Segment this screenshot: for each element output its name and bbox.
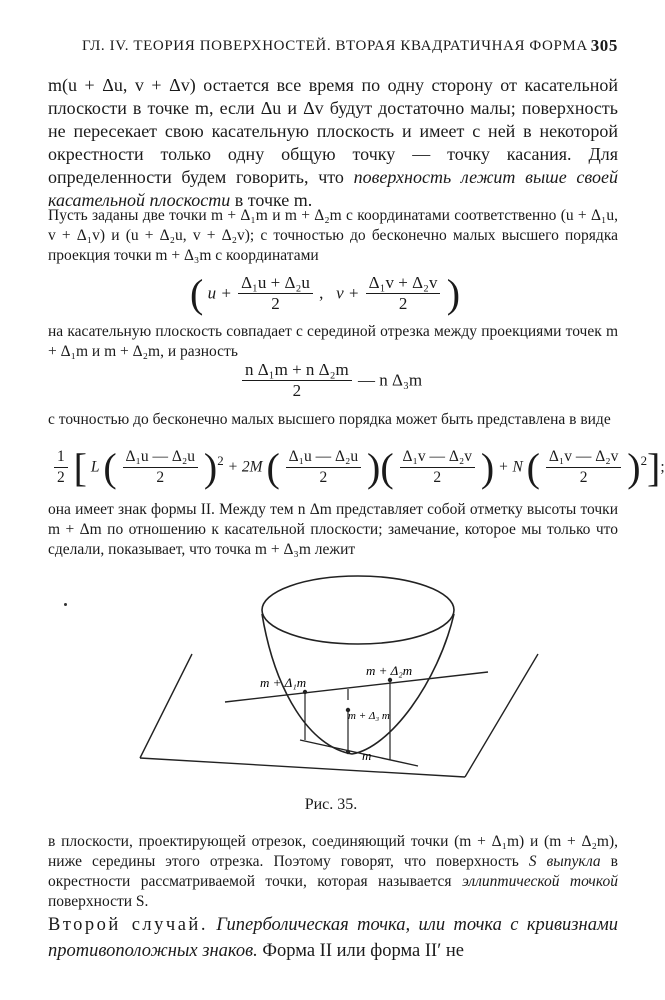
surface-rim — [262, 576, 454, 644]
f3-a-num: Δ₁u — Δ₂u — [123, 447, 199, 468]
formula-coordinates: ( u + $\frac{\text{Δ₁u + Δ₂u}}{2}$ , v + $\frac{\text{Δ₁v + Δ₂v}}{2}$ ) — [190, 271, 461, 316]
f3-fraction-c — [400, 447, 476, 488]
f2-den: 2 — [292, 381, 302, 400]
paragraph-2-text: Пусть заданы две точки m + Δ₁m и m + Δ₂m с координатами соответственно (u + Δ₁u, v + Δ₁v) и (u + Δ₂u, v + Δ₂v); с точностью до бесконечно малых высшего порядка проекция точки m + Δ₃m с координатами — [48, 207, 618, 264]
f1-num1: Δ₁u + Δ₂u — [238, 273, 313, 294]
point-m2 — [388, 678, 392, 682]
chapter-title: ГЛ. IV. ТЕОРИЯ ПОВЕРХНОСТЕЙ. ВТОРАЯ КВАДРАТИЧНАЯ ФОРМА — [82, 38, 588, 54]
paragraph-1-emphasis: поверхность лежит выше своей касательной плоскости — [48, 167, 618, 210]
figure-caption: Рис. 35. — [304, 796, 358, 813]
f3-2M: + 2M — [227, 458, 263, 476]
formula-difference — [240, 360, 422, 401]
f1-v-prefix: v + — [336, 283, 360, 303]
f3-end: ; — [660, 458, 665, 476]
label-m1: m + Δ₁m — [260, 675, 307, 690]
paragraph-1-text: m(u + Δu, v + Δv) остается все время по одну сторону от касательной плоскости в точке m, если Δu и Δv будут достаточно малы; поверхность не пересекает свою касательную плоскость и имеет с ней в некоторой окрестности только одну общую точку — точку касания. Для определенности будем говорить, что — [48, 75, 618, 187]
paragraph-3 — [48, 322, 618, 362]
paragraph-5-text: она имеет знак формы II. Между тем n Δm представляет собой отметку высоты точки m + Δm по отношению к касательной плоскости; замечание, которое мы только что сделали, показывает, что точка m + Δ₃m лежит — [48, 501, 618, 558]
paragraph-6-mid: в окрестности рассматриваемой точки, которая называется — [48, 853, 618, 890]
label-m2: m + Δ₂m — [366, 663, 413, 678]
paragraph-7-tail: Форма II или форма II′ не — [257, 941, 464, 961]
f3-c-num: Δ₁v — Δ₂v — [400, 447, 476, 468]
f3-half-num: 1 — [54, 447, 68, 468]
f3-c-den: 2 — [433, 469, 442, 486]
f2-tail: — n Δ₃m — [358, 370, 423, 390]
f3-b-num: Δ₁u — Δ₂u — [286, 447, 362, 468]
f2-fraction — [242, 360, 352, 401]
f2-num: n Δ₁m + n Δ₂m — [242, 360, 352, 381]
f3-square-1: 2 — [217, 452, 224, 468]
f1-fraction-v — [366, 273, 441, 314]
paragraph-6 — [48, 832, 618, 912]
paragraph-6-emphasis-2: эллиптической точкой — [461, 873, 618, 890]
paragraph-6-tail: поверхности S. — [48, 893, 149, 910]
projected-chord — [300, 740, 418, 766]
label-m3: m + Δ₃ m — [348, 710, 390, 722]
f1-den1: 2 — [271, 294, 280, 313]
f3-a-den: 2 — [156, 469, 165, 486]
paragraph-7 — [48, 912, 618, 964]
figure-35 — [140, 572, 540, 794]
f3-L: L — [90, 458, 100, 476]
f3-fraction-d — [546, 447, 622, 488]
f1-num2: Δ₁v + Δ₂v — [366, 273, 441, 294]
paragraph-6-text: в плоскости, проектирующей отрезок, соединяющий точки (m + Δ₁m) и (m + Δ₂m), ниже середины этого отрезка. Поэтому говорят, что поверхность — [48, 833, 618, 870]
f3-half — [54, 447, 68, 488]
f3-fraction-a — [123, 447, 199, 488]
section-lead: Второй случай. — [48, 915, 208, 935]
f3-fraction-b — [286, 447, 362, 488]
formula-quadratic-form: $\frac{1}{2}$ [ L ( $\frac{\text{Δ₁u — Δ₂u}}{2}$ )$^2$ + 2M ( $\frac{\text{Δ₁u — Δ₂u}}{2}$ )( $\frac{\text{Δ₁v — Δ₂v}}{2}$ ) + N ( $\frac{\text{Δ₁v — Δ₂v}}{2}$ )$^2$]; — [52, 444, 665, 491]
f3-half-den: 2 — [57, 469, 65, 486]
f3-square-2: 2 — [640, 452, 648, 468]
paragraph-1 — [48, 74, 618, 212]
page-number: 305 — [590, 36, 618, 55]
stray-dot — [64, 603, 67, 606]
paragraph-2 — [48, 206, 618, 266]
point-m1 — [303, 690, 307, 694]
f3-b-den: 2 — [319, 469, 328, 486]
f3-d-num: Δ₁v — Δ₂v — [546, 447, 622, 468]
f3-d-den: 2 — [579, 469, 588, 486]
section-heading-emphasis: Гиперболическая точка, или точка с кривизнами противоположных знаков. — [48, 915, 618, 961]
label-m: m — [362, 748, 372, 763]
paragraph-4 — [48, 410, 618, 430]
f1-fraction-u — [238, 273, 313, 314]
paragraph-5 — [48, 500, 618, 560]
running-header — [82, 36, 618, 58]
f3-N: + N — [498, 458, 523, 476]
f1-den2: 2 — [398, 294, 408, 313]
paragraph-6-emphasis-1: S выпукла — [528, 853, 601, 870]
paragraph-4-text: с точностью до бесконечно малых высшего порядка может быть представлена в виде — [48, 411, 611, 428]
paragraph-3-text: на касательную плоскость совпадает с серединой отрезка между проекциями точек m + Δ₁m и m + Δ₂m, и разность — [48, 323, 618, 360]
point-m — [346, 750, 350, 754]
f1-u-prefix: u + — [207, 283, 232, 303]
paragraph-1-tail: в точке m. — [230, 190, 313, 210]
